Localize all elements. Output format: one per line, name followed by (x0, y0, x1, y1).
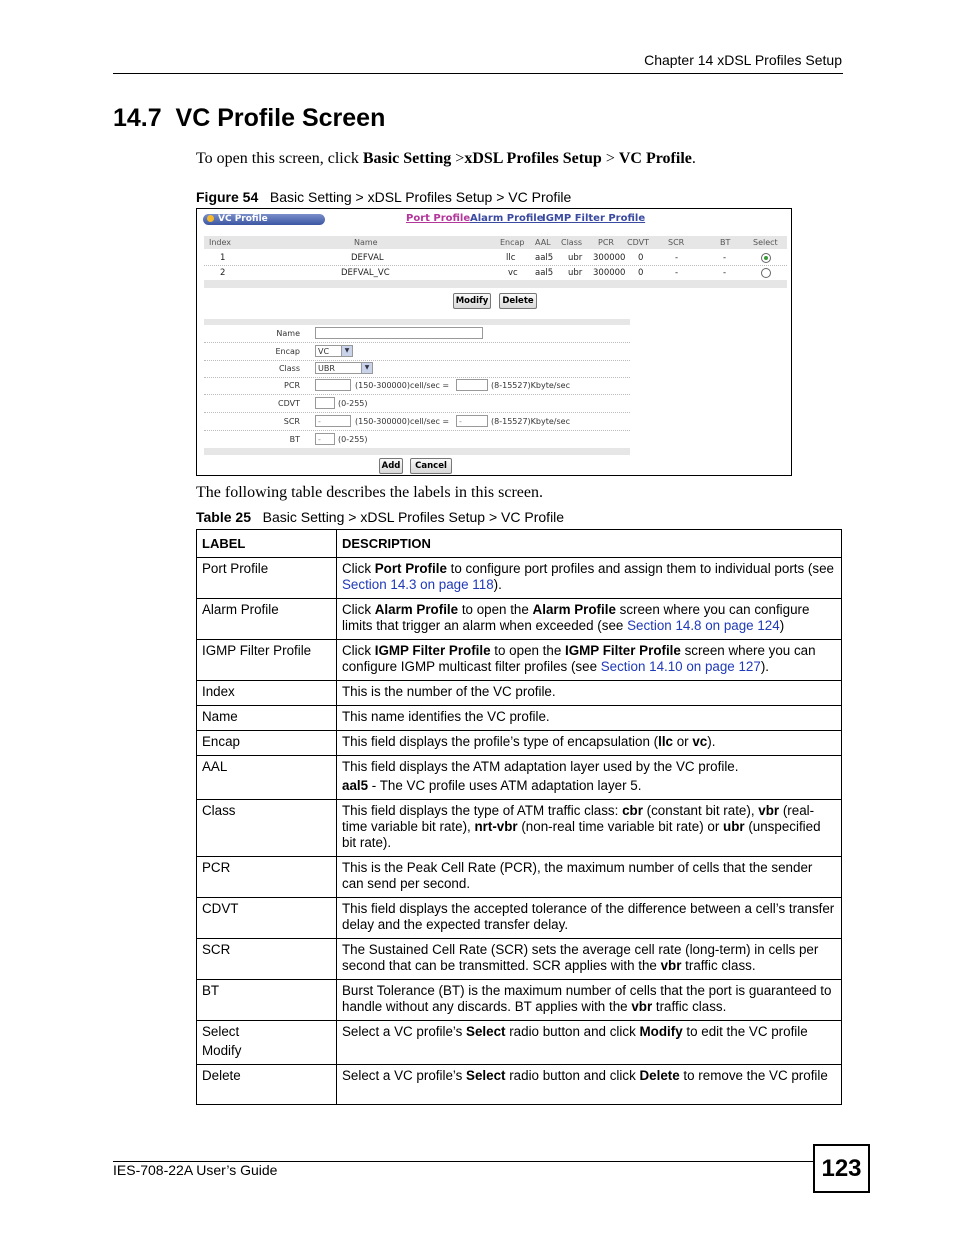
row-description: This field displays the profile’s type of encapsulation (llc or vc). (337, 731, 842, 756)
row-description: This is the Peak Cell Rate (PCR), the maximum number of cells that the sender can send per second. (337, 857, 842, 898)
label-header: LABEL (197, 530, 337, 558)
vc-profile-tab[interactable] (203, 214, 325, 225)
table-row (197, 599, 842, 640)
row-label: Index (197, 681, 337, 706)
cdvt-row (204, 395, 630, 413)
bt-row (204, 431, 630, 449)
list-header (204, 236, 787, 249)
row-bt: - (723, 268, 727, 278)
modify-button[interactable]: Modify (453, 293, 491, 309)
name-input[interactable] (315, 327, 483, 339)
name-label: Name (276, 329, 300, 338)
table-row (204, 251, 787, 266)
chapter-header: Chapter 14 xDSL Profiles Setup (644, 52, 842, 68)
row-label: Name (197, 706, 337, 731)
table-row (197, 640, 842, 681)
intro-text: . (691, 150, 696, 167)
figure-caption (196, 189, 571, 205)
table-row (197, 1065, 842, 1105)
section-link[interactable]: Section 14.8 on page 124 (627, 618, 780, 633)
row-description: This field displays the accepted tolerance of the difference between a cell’s transfer delay and the expected transfer delay. (337, 898, 842, 939)
table-label: Table 25 (196, 509, 251, 525)
list-footer-band (204, 280, 787, 288)
row-scr: - (675, 268, 679, 278)
intro-paragraph (196, 150, 696, 168)
row-label: AAL (197, 756, 337, 800)
table-row (197, 706, 842, 731)
row-label: SCR (197, 939, 337, 980)
bt-hint: (0-255) (338, 435, 368, 444)
chevron-down-icon: ▼ (361, 363, 372, 373)
row-cdvt: 0 (638, 253, 644, 263)
description-table (196, 529, 842, 1105)
encap-row (204, 343, 630, 361)
header-rule (113, 73, 843, 74)
col-pcr: PCR (598, 238, 614, 247)
encap-label: Encap (275, 347, 300, 356)
pcr-kbyte-input[interactable] (456, 379, 488, 391)
scr-label: SCR (283, 417, 300, 426)
table-header-row (197, 530, 842, 558)
intro-text: > (601, 150, 619, 167)
encap-value: VC (318, 347, 330, 356)
table-row (197, 756, 842, 800)
row-label: BT (197, 980, 337, 1021)
row-label: IGMP Filter Profile (197, 640, 337, 681)
table-caption-text: Basic Setting > xDSL Profiles Setup > VC Profile (251, 509, 565, 525)
tab-bullet-icon (207, 215, 214, 222)
class-select[interactable] (315, 362, 373, 374)
row-description: The Sustained Cell Rate (SCR) sets the average cell rate (long-term) in cells per second that can be transmitted. SCR applies with the vbr traffic class. (337, 939, 842, 980)
row-label: Class (197, 800, 337, 857)
row-aal: aal5 (535, 253, 554, 263)
name-row (204, 325, 630, 343)
row-description: Select a VC profile’s Select radio button and click Modify to edit the VC profile (337, 1021, 842, 1065)
scr-row (204, 413, 630, 431)
description-header: DESCRIPTION (337, 530, 842, 558)
cdvt-hint: (0-255) (338, 399, 368, 408)
intro-bold: Basic Setting (362, 150, 452, 167)
row-label: Select Modify (197, 1021, 337, 1065)
row-name: DEFVAL_VC (341, 268, 390, 278)
class-row (204, 360, 630, 378)
row-label: Encap (197, 731, 337, 756)
pcr-label: PCR (284, 381, 300, 390)
col-name: Name (354, 238, 378, 247)
row-label: CDVT (197, 898, 337, 939)
section-title: 14.7 VC Profile Screen (113, 104, 386, 132)
row-description: Click IGMP Filter Profile to open the IGMP Filter Profile screen where you can configure IGMP multicast filter profiles (see Section 14.10 on page 127). (337, 640, 842, 681)
row-description: This name identifies the VC profile. (337, 706, 842, 731)
pcr-kbyte-hint: (8-15527)Kbyte/sec (491, 381, 570, 390)
row-pcr: 300000 (593, 253, 626, 263)
add-button[interactable]: Add (379, 458, 403, 474)
row-label: Port Profile (197, 558, 337, 599)
row-cdvt: 0 (638, 268, 644, 278)
pcr-hint: (150-300000)cell/sec = (355, 381, 450, 390)
col-scr: SCR (668, 238, 685, 247)
row-index: 2 (220, 268, 226, 278)
row-name: DEFVAL (351, 253, 384, 263)
select-radio-1[interactable] (761, 253, 771, 263)
col-bt: BT (720, 238, 731, 247)
bt-label: BT (289, 435, 300, 444)
encap-select[interactable] (315, 345, 353, 357)
pcr-input[interactable] (315, 379, 351, 391)
table-row (197, 731, 842, 756)
table-row (197, 980, 842, 1021)
form-bottom-band (204, 448, 630, 455)
port-profile-link[interactable]: Port Profile (406, 213, 471, 224)
row-description: Click Alarm Profile to open the Alarm Profile screen where you can configure limits that trigger an alarm when exceeded (see Section 14.8 on page 124) (337, 599, 842, 640)
chevron-down-icon: ▼ (341, 346, 352, 356)
col-class: Class (561, 238, 583, 247)
table-row (197, 857, 842, 898)
cancel-button[interactable]: Cancel (410, 458, 452, 474)
row-label: Alarm Profile (197, 599, 337, 640)
table-row (197, 1021, 842, 1065)
row-pcr: 300000 (593, 268, 626, 278)
page-number: 123 (813, 1144, 870, 1193)
table-row (204, 266, 787, 281)
table-intro-text: The following table describes the labels in this screen. (196, 484, 544, 501)
intro-bold: VC Profile (618, 150, 692, 167)
row-index: 1 (220, 253, 226, 263)
select-radio-2[interactable] (761, 268, 771, 278)
figure-caption-text: Basic Setting > xDSL Profiles Setup > VC Profile (258, 189, 572, 205)
scr-kbyte-hint: (8-15527)Kbyte/sec (491, 417, 570, 426)
intro-bold: xDSL Profiles Setup (464, 150, 602, 167)
alarm-profile-link[interactable]: Alarm Profile (470, 213, 544, 224)
row-class: ubr (568, 268, 583, 278)
row-label: PCR (197, 857, 337, 898)
intro-text: To open this screen, click (196, 150, 363, 167)
bt-input[interactable]: - (315, 433, 335, 445)
row-description: This field displays the ATM adaptation layer used by the VC profile. aal5 - The VC profile uses ATM adaptation layer 5. (337, 756, 842, 800)
vc-profile-screenshot (196, 208, 792, 476)
cdvt-input[interactable] (315, 397, 335, 409)
class-value: UBR (318, 364, 335, 373)
scr-kbyte-input[interactable]: - (456, 415, 488, 427)
row-label: Delete (197, 1065, 337, 1105)
table-row (197, 939, 842, 980)
table-row (197, 800, 842, 857)
row-description: This field displays the type of ATM traffic class: cbr (constant bit rate), vbr (real-time variable bit rate), nrt-vbr (non-real time variable bit rate) or ubr (unspecified bit rate). (337, 800, 842, 857)
footer-guide-title: IES-708-22A User’s Guide (113, 1162, 278, 1178)
delete-button[interactable]: Delete (499, 293, 537, 309)
row-encap: llc (506, 253, 516, 263)
table-row (197, 558, 842, 599)
figure-label: Figure 54 (196, 189, 259, 205)
col-index: Index (209, 238, 232, 247)
col-encap: Encap (500, 238, 525, 247)
row-description: Burst Tolerance (BT) is the maximum number of cells that the port is guaranteed to handle without any discards. BT applies with the vbr traffic class. (337, 980, 842, 1021)
class-label: Class (278, 364, 300, 373)
row-description: Click Port Profile to configure port profiles and assign them to individual ports (see Section 14.3 on page 118). (337, 558, 842, 599)
col-select: Select (753, 238, 778, 247)
table-row (197, 681, 842, 706)
section-link[interactable]: Section 14.10 on page 127 (600, 659, 761, 674)
section-link[interactable]: Section 14.3 on page 118 (342, 577, 494, 592)
row-description: Select a VC profile’s Select radio button and click Delete to remove the VC profile (337, 1065, 842, 1105)
scr-hint: (150-300000)cell/sec = (355, 417, 450, 426)
table-row (197, 898, 842, 939)
row-aal: aal5 (535, 268, 554, 278)
pcr-row (204, 377, 630, 395)
col-cdvt: CDVT (627, 238, 649, 247)
intro-text: > (451, 150, 465, 167)
row-scr: - (675, 253, 679, 263)
cdvt-label: CDVT (278, 399, 300, 408)
col-aal: AAL (535, 238, 551, 247)
row-description: This is the number of the VC profile. (337, 681, 842, 706)
row-encap: vc (508, 268, 518, 278)
tab-title: VC Profile (218, 214, 268, 224)
row-bt: - (723, 253, 727, 263)
igmp-filter-profile-link[interactable]: IGMP Filter Profile (542, 213, 646, 224)
table-caption (196, 509, 564, 525)
row-class: ubr (568, 253, 583, 263)
scr-input[interactable]: - (315, 415, 351, 427)
